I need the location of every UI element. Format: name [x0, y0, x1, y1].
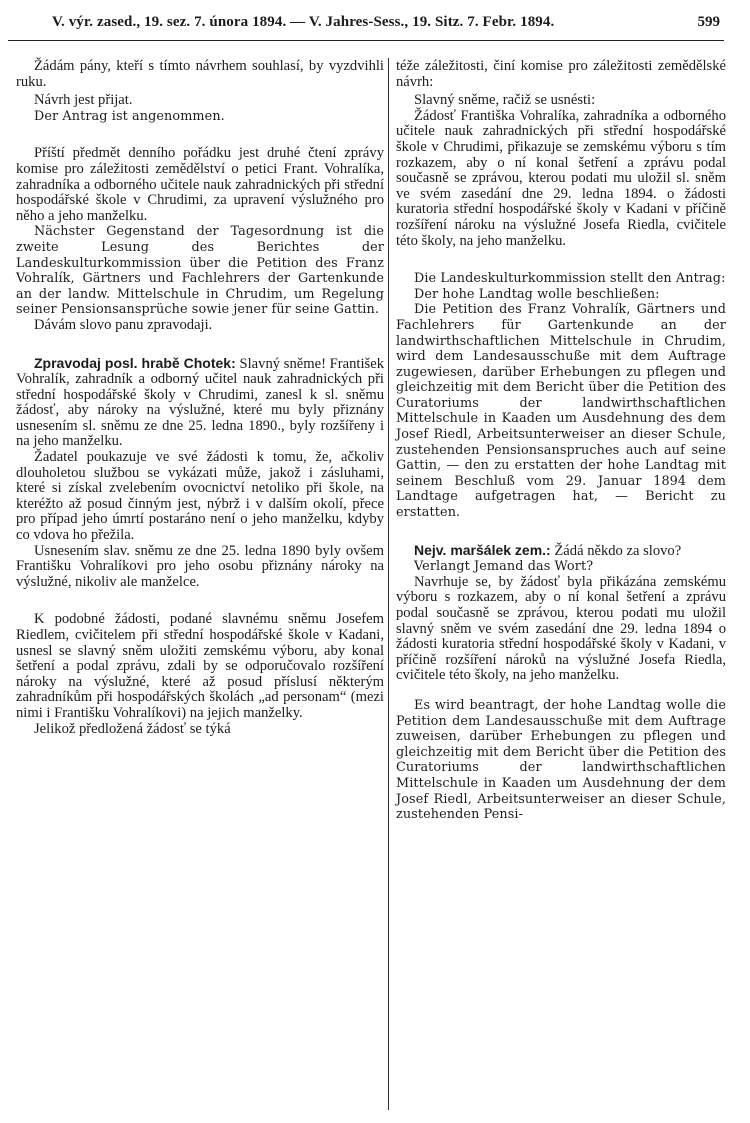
page-number: 599 [697, 14, 720, 30]
column-divider [388, 58, 389, 1110]
speaker-name: Nejv. maršálek zem.: [414, 541, 551, 558]
paragraph [396, 543, 726, 560]
motion-result-cz: Návrh jest přijat. [34, 92, 133, 109]
paragraph: Slavný sněme, račiž se usnésti: [414, 92, 596, 109]
speech-text: Slavný sněme! František Vohralík, zahradník a odborný učitel nauk zahradnických při střední hospodářské školy v Chrudimi, zanesl k sl. sněmu žádosť, aby nároky na výslužné, které mu byly přiznány usnesením sl. sněmu ze dne 25. ledna 1890., byly rozšířeny i na jeho manželku. [16, 355, 384, 450]
speech-text: Žádá někdo za slovo? [554, 542, 682, 559]
left-column [16, 59, 384, 737]
paragraph-german: Verlangt Jemand das Wort? [414, 559, 594, 575]
paragraph: Žádosť Františka Vohralíka, zahradníka a odborného učitele nauk zahradnických při střední hospodářské škole v Chrudimi, přikazuje se zemskému výboru s tím rozkazem, aby o ní konal šetření a zprávu podal současně se zprávou, kterou podati mu uložil sl. sněm ve svém zasedání dne 29. ledna 1894. o žádosti kuratoria střední hospodářské školy v Kadani v příčině rozšíření nároku na výslužné Josefa Riedla, cvičitele této školy, na jeho manželku. [396, 107, 726, 249]
paragraph: Navrhuje se, by žádosť byla přikázána zemskému výboru s rozkazem, aby o ní konal šetření a zprávu podal současně se zprávou, kterou podati mu uložil slavný sněm ve svém zasedání dne 29. ledna 1894 o žádosti kuratoria střední hospodářské školy v Kadani, v příčině rozšíření nároků na výslužné Josefa Riedla, cvičitele této školy, na jeho manželku. [396, 573, 726, 684]
paragraph [16, 93, 384, 109]
paragraph: Usnesením slav. sněmu ze dne 25. ledna 1890 byly ovšem Františku Vohralíkovi pro jeho osobu přiznány nároky na výslužné, nikoliv ale manželce. [16, 542, 384, 590]
right-column [396, 59, 726, 823]
paragraph [16, 356, 384, 451]
paragraph-german: Nächster Gegenstand der Tagesordnung ist die zweite Lesung des Berichtes der Landeskulturkommission über die Petition des Franz Vohralík, Gärtners und Fachlehrers der Gartenkunde an der landw. Mittelschule in Chrudim, um Regelung seiner Pensionsansprüche sowie jener für seine Gattin. [16, 224, 384, 318]
paragraph-german: Die Landeskulturkommission stellt den Antrag: [414, 271, 726, 287]
paragraph: K podobné žádosti, podané slavnému sněmu Josefem Riedlem, cvičitelem při střední hospodářské škole v Kadani, usnesl se slavný sněm uložiti zemskému výboru, aby konal šetření a podal zprávu, zdali by se odporučovalo rozšíření nároky na výslužné, které až posud příslusí některým zahradníkům při hospodářských školách „ad personam“ (mezi nimi i Františku Vohralíkovi) na jejich manželky. [16, 611, 384, 721]
running-header: V. výr. zased., 19. sez. 7. února 1894. — V. Jahres-Sess., 19. Sitz. 7. Febr. 1894. [52, 14, 555, 30]
paragraph: Jelikož předložená žádosť se týká [34, 720, 231, 737]
paragraph-german: Der hohe Landtag wolle beschließen: [414, 286, 660, 302]
paragraph-german: Es wird beantragt, der hohe Landtag wolle die Petition dem Landesausschuße mit dem Auftrage zuweisen, darüber Erhebungen zu pflegen und gleichzeitig mit dem Bericht über die Petition des Curatoriums der landwirthschaftlichen Mittelschule in Kaaden um Ausdehnung der dem Josef Riedl, Arbeitsunterweiser an dieser Schule, zustehenden Pensi- [396, 697, 726, 823]
speaker-name: Zpravodaj posl. hrabě Chotek: [34, 354, 236, 371]
paragraph: téže záležitosti, činí komise pro záležitosti zemědělské návrh: [396, 58, 726, 90]
paragraph: Dávám slovo panu zpravodaji. [34, 316, 213, 333]
page-header [52, 14, 720, 36]
paragraph: Žádám pány, kteří s tímto návrhem souhlasí, by vyzdvihli ruku. [16, 58, 384, 90]
paragraph: Příští předmět denního pořádku jest druhé čtení zprávy komise pro záležitosti zemědělství o petici Frant. Vohralíka, zahradníka a odborného učitele nauk zahradnických při střední hospodářské škole v Chrudimi, za upravení výslužného pro něho a jeho manželku. [16, 145, 384, 224]
paragraph-german: Die Petition des Franz Vohralík, Gärtners und Fachlehrers für Gartenkunde an der landwirthschaftlichen Mittelschule in Chrudim, wird dem Landesausschuße mit dem Auftrage zugewiesen, darüber Erhebungen zu pflegen und gleichzeitig mit dem Bericht über die Petition des Curatoriums der landwirthschaftlichen Mittelschule in Kaaden um Ausdehnung des dem Josef Riedl, Arbeitsunterweiser an dieser Schule, zustehenden Pensionsanspruches auch auf seine Gattin, — den zu erstatten der hohe Landtag mit seinem Beschluß vom 29. Januar 1894 dem Landtage aufgetragen hat, — Bericht zu erstatten. [396, 302, 726, 521]
paragraph-german: Der Antrag ist angenommen. [34, 108, 225, 124]
paragraph: Žadatel poukazuje ve své žádosti k tomu, že, ačkoliv dlouholetou službou se vykázati může, jakož i zásluhami, které si získal zvelebením ovocnictví netoliko při škole, na kteréžto až posud činným jest, nýbrž i v dalším okolí, přece pro případ jeho úmrtí postaráno není o jeho manželku, kdyby co vdova ho přežila. [16, 449, 384, 544]
header-rule [8, 40, 724, 41]
